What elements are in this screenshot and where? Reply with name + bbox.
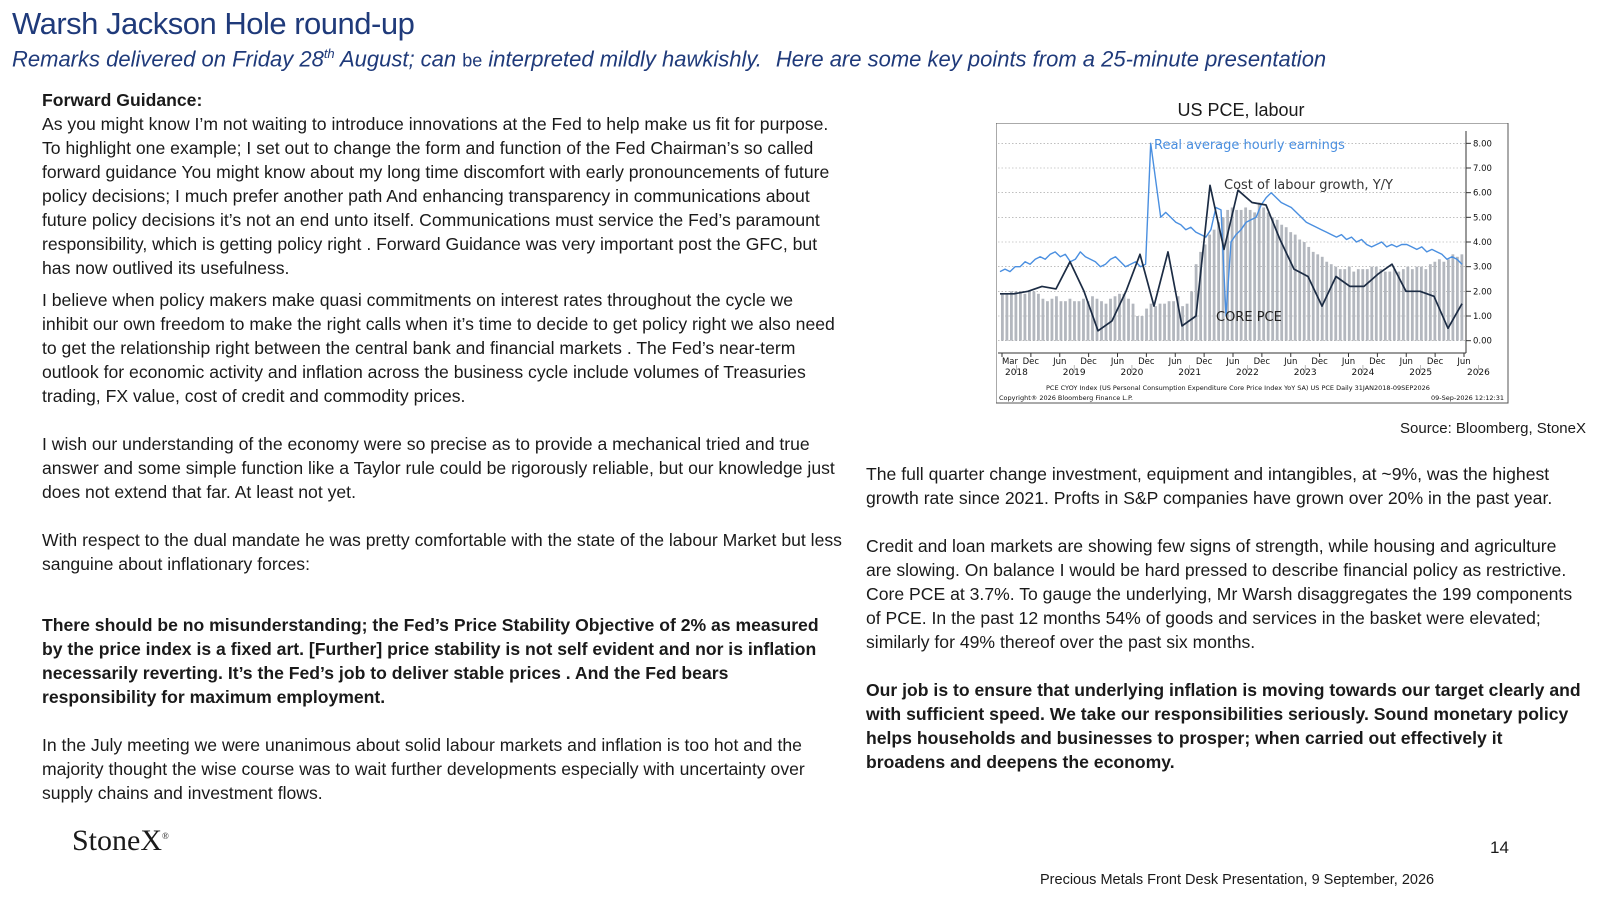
core-pce-bar [1005,294,1008,341]
core-pce-bar [1190,291,1193,340]
core-pce-bar [1163,304,1166,341]
core-pce-bar [1442,262,1445,341]
core-pce-bar [1001,294,1004,341]
paragraph: I believe when policy makers make quasi commitments on interest rates throughout the cycle we inhibit our own freedom to make the right calls when it’s time to decide to get policy right we also need to get the relationship right between the central bank and financial markets . The Fed’s near-term outlook for economic activity and inflation across the business cycle include volumes of Treasuries trading, FX value, cost of credit and commodity prices. [42,290,835,406]
core-pce-bar [1325,262,1328,341]
year-label: 2019 [1062,368,1086,378]
x-tick-label: Jun [1053,357,1067,367]
core-pce-bar [1343,269,1346,341]
core-pce-bar [1460,254,1463,340]
core-pce-bar [1159,304,1162,341]
core-pce-bar [1073,301,1076,340]
core-pce-bar [1154,306,1157,341]
core-pce-bar [1118,294,1121,341]
core-pce-bar [1051,299,1054,341]
paragraph: Credit and loan markets are showing few signs of strength, while housing and agriculture are slowing. On balance I would be hard pressed to describe financial policy as restrictive. Core PCE at 3.7%. To gauge the underlying, Mr Warsh disaggregates the 199 components of PCE. In the past 12 months 54% of goods and services in the basket were elevated; similarly for 49% thereof over the past six months. [866,536,1573,652]
x-tick-label: Jun [1110,357,1125,367]
core-pce-bar [1204,244,1207,340]
logo-text: StoneX [72,824,162,857]
core-pce-bar [1096,299,1099,341]
core-pce-bar [1064,301,1067,340]
core-pce-bar [1037,294,1040,341]
core-pce-bar [1375,267,1378,341]
series-label-earnings: Real average hourly earnings [1154,138,1345,153]
core-pce-bar [1055,296,1058,340]
core-pce-bar [1361,269,1364,341]
core-pce-bar [1069,299,1072,341]
x-tick-label: Dec [1253,357,1271,367]
paragraph: In the July meeting we were unanimous about solid labour markets and inflation is too hot and the majority thought the wise course was to wait further developments especially with uncertainty over supply chains and investment flows. [42,735,805,803]
page-subtitle [12,46,1326,72]
paragraph: I wish our understanding of the economy were so precise as to provide a mechanical tried and true answer and some simple function like a Taylor rule could be rigorously reliable, but our knowledge just does not extend that far. At least not yet. [42,434,835,502]
core-pce-bar [1010,291,1013,340]
y-tick-label: 8.00 [1473,139,1492,150]
core-pce-bar [1060,301,1063,340]
y-tick-label: 3.00 [1473,262,1492,273]
x-tick-label: Dec [1369,357,1386,367]
core-pce-bar [1082,299,1085,341]
core-pce-bar [1406,267,1409,341]
core-pce-bar [1168,301,1171,340]
year-label: 2022 [1235,368,1259,378]
core-pce-bar [1208,235,1211,341]
quote-paragraph: There should be no misunderstanding; the Fed’s Price Stability Objective of 2% as measured by the price index is a fixed art. [Further] price stability is not self evident and nor is inflation necessarily reverting. It’s the Fed’s job to deliver stable prices . And the Fed bears responsibility for maximum employment. [42,615,819,707]
year-label: 2025 [1409,368,1433,378]
core-pce-bar [1424,269,1427,341]
year-label: 2023 [1293,368,1317,378]
subtitle-part: interpreted mildly hawkishly. [482,46,762,72]
core-pce-bar [1285,227,1288,340]
core-pce-bar [1105,304,1108,341]
core-pce-bar [1136,316,1139,341]
paragraph: With respect to the dual mandate he was pretty comfortable with the state of the labour Market but less sanguine about inflationary forces: [42,530,842,574]
paragraph: The full quarter change investment, equipment and intangibles, at ~9%, was the highest growth rate since 2021. Profts in S&P companies have grown over 20% in the past year. [866,464,1553,508]
series-label-core-pce: CORE PCE [1216,310,1282,325]
series-label-labour-cost: Cost of labour growth, Y/Y [1224,178,1393,193]
core-pce-bar [1028,291,1031,340]
core-pce-bar [1123,294,1126,341]
core-pce-bar [1109,299,1112,341]
chart-title: US PCE, labour [1177,100,1305,120]
logo-mark: ® [162,831,169,841]
core-pce-bar [1298,240,1301,341]
year-label: 2021 [1178,368,1202,378]
core-pce-bar [1046,301,1049,340]
core-pce-bar [1352,272,1355,341]
x-tick-label: Jun [1284,357,1298,367]
core-pce-bar [1451,254,1454,340]
x-tick-label: Dec [1138,357,1155,367]
core-pce-bar [1127,299,1130,341]
section-heading: Forward Guidance: [42,90,203,110]
core-pce-bar [1015,291,1018,340]
core-pce-bar [1321,257,1324,341]
core-pce-bar [1078,301,1081,340]
x-tick-label: Dec [1022,357,1040,367]
x-tick-label: Jun [1457,357,1471,367]
year-label: 2020 [1120,368,1144,378]
core-pce-bar [1393,269,1396,341]
core-pce-bar [1366,269,1369,341]
core-pce-bar [1438,259,1441,340]
chart-copyright: Copyright® 2026 Bloomberg Finance L.P. [999,394,1133,402]
core-pce-bar [1172,301,1175,340]
page-title: Warsh Jackson Hole round-up [12,6,415,41]
core-pce-bar [1348,267,1351,341]
core-pce-bar [1307,247,1310,341]
chart-container [996,100,1516,413]
subtitle-part: Here are some key points from a 25-minute presentation [775,46,1327,72]
subtitle-part: August; can [334,46,463,72]
core-pce-bar [1303,242,1306,341]
y-tick-label: 1.00 [1473,312,1492,322]
year-label: 2018 [1004,368,1028,378]
core-pce-bar [1042,299,1045,341]
x-tick-label: Dec [1080,357,1097,367]
x-tick-label: Jun [1168,357,1182,367]
paragraph: As you might know I’m not waiting to introduce innovations at the Fed to help make us fit for purpose. To highlight one example; I set out to change the form and function of the Fed Chairman’s so called forward guidance You might know about my long time discomfort with early pronouncements of future policy decisions; I much prefer another path And enhancing transparency in communications about future policy decisions it’s not an end unto itself. Communications must service the Fed’s paramount responsibility, which is getting policy right . Forward Guidance was very important post the GFC, but has now outlived its usefulness. [42,114,830,278]
core-pce-bar [1357,269,1360,341]
y-tick-label: 0.00 [1473,336,1492,347]
core-pce-bar [1294,235,1297,341]
quote-paragraph: Our job is to ensure that underlying inflation is moving towards our target clearly and with sufficient speed. We take our responsibilities seriously. Sound monetary policy helps households and businesses to prosper; when carried out effectively it broadens and deepens the economy. [866,680,1581,772]
core-pce-bar [1397,272,1400,341]
core-pce-bar [1384,272,1387,341]
core-pce-bar [1033,291,1036,340]
core-pce-bar [1388,272,1391,341]
subtitle-part: Remarks delivered on Friday 28 [12,46,324,72]
core-pce-bar [1019,291,1022,340]
x-tick-label: Dec [1426,357,1444,367]
pce-labour-chart [996,123,1516,413]
y-tick-label: 6.00 [1473,188,1492,199]
x-tick-label: Jun [1399,357,1413,367]
core-pce-bar [1150,304,1153,341]
core-pce-bar [1415,267,1418,341]
right-column [866,462,1586,774]
chart-timestamp: 09-Sep-2026 12:12:31 [1430,394,1504,402]
core-pce-bar [1132,304,1135,341]
core-pce-bar [1100,301,1103,340]
x-tick-label: Dec [1311,357,1328,367]
year-label: 2024 [1351,368,1375,378]
core-pce-bar [1289,232,1292,341]
core-pce-bar [1379,269,1382,341]
x-tick-label: Jun [1226,357,1240,367]
x-tick-label: Dec [1195,357,1213,367]
core-pce-bar [1312,252,1315,341]
x-tick-label: Mar [1001,357,1019,367]
y-tick-label: 7.00 [1473,164,1492,174]
core-pce-bar [1402,269,1405,341]
stonex-logo [72,824,169,858]
core-pce-bar [1456,257,1459,341]
core-pce-bar [1429,264,1432,340]
x-tick-label: Jun [1341,357,1356,367]
chart-footnote: PCE CYOY Index (US Personal Consumption Expenditure Core Price Index YoY SA) US PCE Daily 31JAN2018-09SEP2026 [1046,384,1430,392]
subtitle-part: be [462,50,483,71]
chart-source: Source: Bloomberg, StoneX [1400,420,1586,437]
page-number: 14 [1490,838,1509,857]
footer-text: Precious Metals Front Desk Presentation, 9 September, 2026 [1040,872,1435,888]
y-tick-label: 5.00 [1473,213,1492,224]
core-pce-bar [1411,269,1414,341]
left-column [42,88,842,805]
core-pce-bar [1145,309,1148,341]
core-pce-bar [1024,294,1027,341]
core-pce-bar [1420,267,1423,341]
core-pce-bar [1330,264,1333,340]
y-tick-label: 4.00 [1473,238,1492,248]
subtitle-superscript: th [323,46,335,61]
core-pce-bar [1141,316,1144,341]
y-tick-label: 2.00 [1473,287,1492,298]
year-label: 2026 [1466,368,1490,378]
